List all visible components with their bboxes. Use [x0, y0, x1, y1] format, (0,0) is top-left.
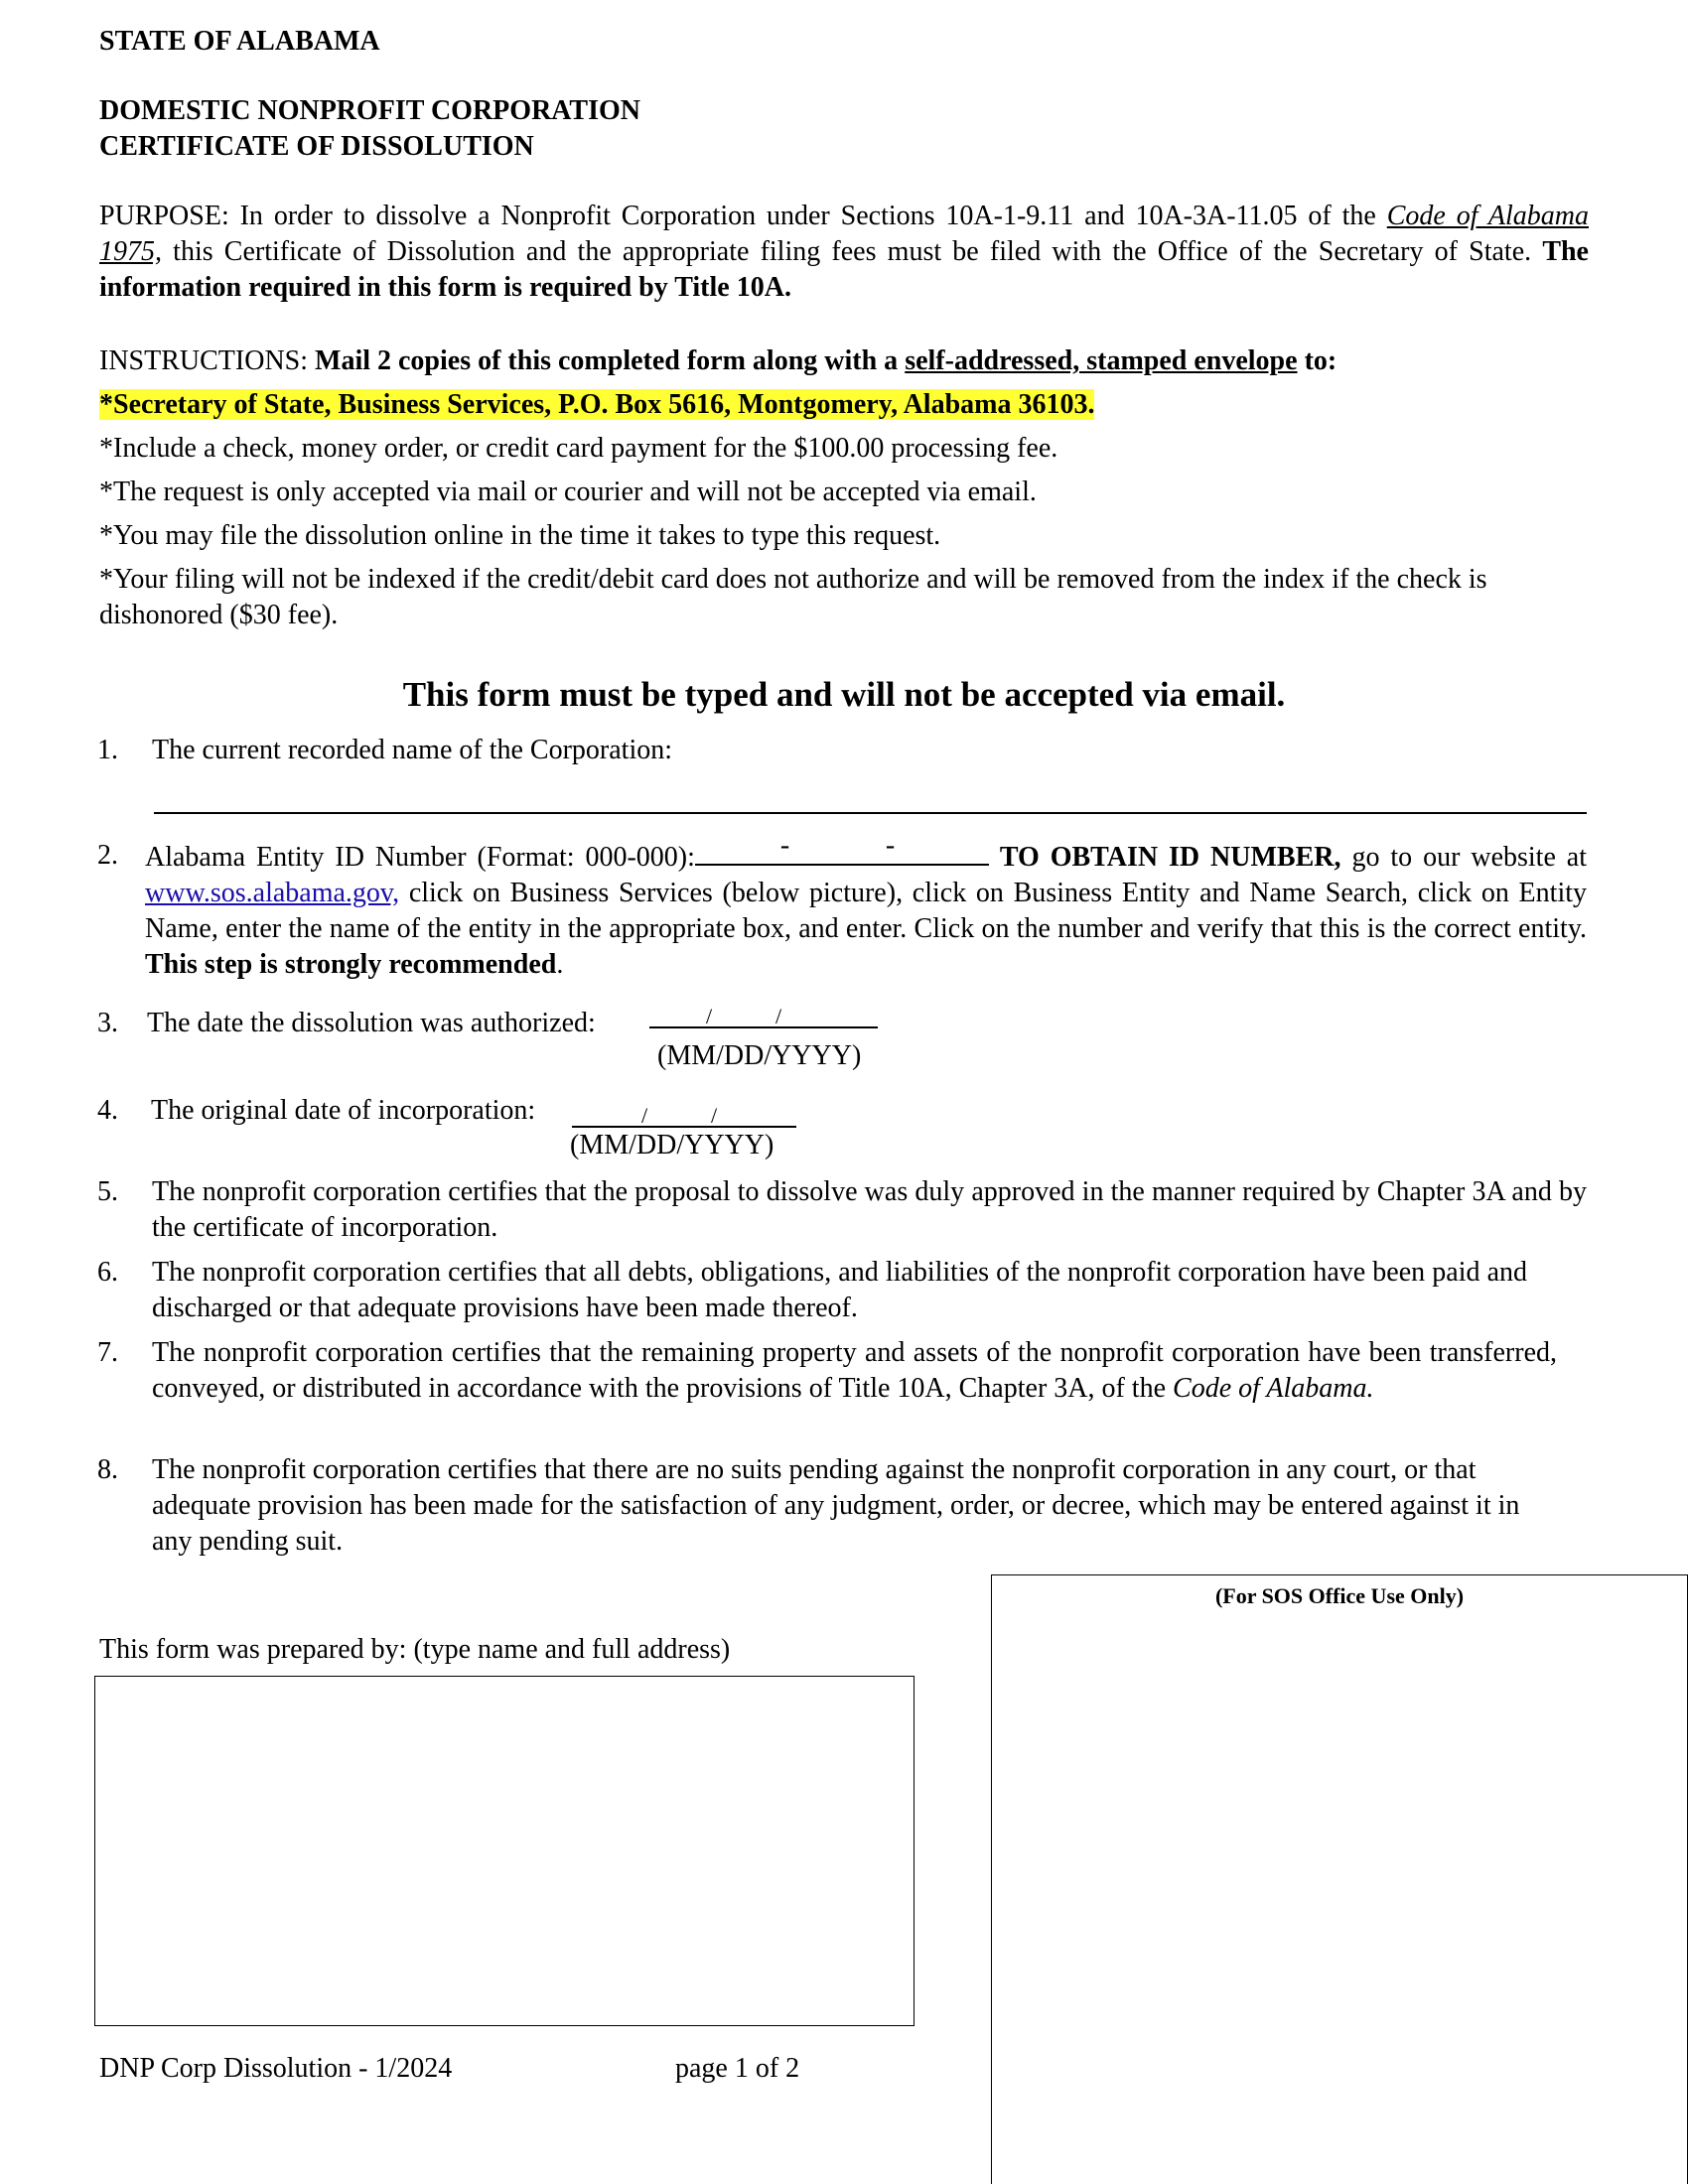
state-heading: STATE OF ALABAMA: [99, 26, 380, 57]
item-7: [97, 1335, 1557, 1446]
authorization-date-field[interactable]: [649, 1003, 878, 1028]
item-1-number: 1.: [97, 735, 118, 765]
mailing-address: [99, 387, 1094, 423]
item-3-number: 3.: [97, 1008, 118, 1038]
item-6: [97, 1255, 1527, 1330]
incorporation-date-field[interactable]: [572, 1102, 796, 1128]
item-2-text1: Alabama Entity ID Number (Format: 000-000):: [145, 842, 695, 873]
entity-id-dash-1: -: [779, 830, 790, 861]
item-2-number: 2.: [97, 840, 118, 871]
instruction-bullet-1: *Include a check, money order, or credit card payment for the $100.00 processing fee.: [99, 433, 1058, 464]
item-2-text2: go to our website at: [1340, 842, 1588, 873]
inc-date-slash-2: /: [711, 1103, 718, 1128]
item-2-text: [145, 830, 1588, 983]
form-title-line1: DOMESTIC NONPROFIT CORPORATION: [99, 95, 641, 126]
auth-date-slash-1: /: [706, 1004, 713, 1028]
instruction-bullet-4: *Your filing will not be indexed if the credit/debit card does not authorize and will be removed from the index if the check is dishonored ($30 fee).: [99, 564, 1487, 630]
item-8-number: 8.: [97, 1454, 118, 1485]
purpose-text2: this Certificate of Dissolution and the appropriate filing fees must be filed with the Office of the Secretary of State.: [162, 236, 1543, 267]
item-4-text: The original date of incorporation:: [151, 1095, 536, 1126]
item-5-number: 5.: [97, 1176, 118, 1207]
item-2-text3: click on Business Services (below picture), click on Business Entity and Name Search, click on Entity Name, enter the name of the entity in the appropriate box, and enter. Click on the number and verify that this is the correct entity.: [145, 878, 1587, 944]
instructions-bold2: to:: [1297, 345, 1337, 376]
corporation-name-field[interactable]: [154, 812, 1587, 814]
item-4-number: 4.: [97, 1095, 118, 1126]
instruction-bullet-2: *The request is only accepted via mail or courier and will not be accepted via email.: [99, 477, 1037, 507]
entity-id-field[interactable]: [695, 830, 989, 866]
purpose-bold: The information required in this form is required by Title 10A.: [99, 236, 1589, 303]
auth-date-format: (MM/DD/YYYY): [657, 1040, 862, 1071]
prepared-by-box[interactable]: [94, 1676, 914, 2026]
item-6-number: 6.: [97, 1257, 118, 1288]
typed-notice: This form must be typed and will not be accepted via email.: [402, 675, 1286, 714]
footer-page-number: page 1 of 2: [675, 2053, 800, 2084]
item-8: [97, 1452, 1527, 1564]
office-use-label: (For SOS Office Use Only): [1214, 1583, 1465, 1608]
item-4: [97, 1093, 1587, 1133]
item-7-text: [152, 1335, 1557, 1407]
mailing-address-text: *Secretary of State, Business Services, P.O. Box 5616, Montgomery, Alabama 36103.: [99, 389, 1095, 420]
inc-date-format: (MM/DD/YYYY): [570, 1130, 774, 1160]
item-2-text4: .: [556, 949, 564, 980]
item-7-text-main: The nonprofit corporation certifies that the remaining property and assets of the nonprofit corporation have been transferred, conveyed, or distributed in accordance with the provisions of Title 10A, Chapter 3A, of the: [152, 1337, 1557, 1404]
instructions-bold1: Mail 2 copies of this completed form along with a: [315, 345, 906, 376]
item-7-number: 7.: [97, 1337, 118, 1368]
instruction-bullet-3: *You may file the dissolution online in the time it takes to type this request.: [99, 520, 941, 551]
purpose-label: PURPOSE:: [99, 201, 229, 231]
item-3-text: The date the dissolution was authorized:: [147, 1008, 596, 1038]
item-2-bold1: TO OBTAIN ID NUMBER,: [999, 842, 1341, 873]
footer-form-id: DNP Corp Dissolution - 1/2024: [99, 2053, 453, 2084]
item-6-text: The nonprofit corporation certifies that all debts, obligations, and liabilities of the nonprofit corporation have been paid and discharged or that adequate provisions have been made thereof.: [152, 1257, 1527, 1323]
item-1: [97, 733, 1587, 772]
item-2: [97, 830, 1588, 987]
entity-id-dash-2: -: [885, 830, 896, 861]
purpose-text1: In order to dissolve a Nonprofit Corporation under Sections 10A-1-9.11 and 10A-3A-11.05 of the: [228, 201, 1387, 231]
item-2-bold2: This step is strongly recommended: [145, 949, 557, 980]
instructions-label: INSTRUCTIONS:: [99, 345, 316, 376]
office-use-box: [991, 1574, 1688, 2184]
code-reference: Code of Alabama 1975,: [99, 201, 1590, 267]
auth-date-slash-2: /: [775, 1004, 782, 1028]
item-1-text: The current recorded name of the Corporation:: [152, 735, 673, 765]
inc-date-slash-1: /: [641, 1103, 648, 1128]
item-5-text: The nonprofit corporation certifies that the proposal to dissolve was duly approved in the manner required by Chapter 3A and by the certificate of incorporation.: [152, 1176, 1587, 1243]
purpose-paragraph: [99, 199, 1589, 306]
item-5: [97, 1174, 1587, 1250]
form-title-line2: CERTIFICATE OF DISSOLUTION: [99, 131, 534, 162]
item-7-code-ref: Code of Alabama.: [1173, 1373, 1374, 1404]
prepared-by-label: This form was prepared by: (type name and full address): [99, 1634, 731, 1665]
item-8-text: The nonprofit corporation certifies that there are no suits pending against the nonprofit corporation in any court, or that adequate provision has been made for the satisfaction of any judgment, order, or decree, which may be entered against it in any pending suit.: [152, 1454, 1520, 1557]
instructions-envelope: self-addressed, stamped envelope: [905, 345, 1298, 376]
sos-website-link[interactable]: www.sos.alabama.gov,: [145, 878, 400, 908]
instructions-line: [99, 343, 1589, 379]
